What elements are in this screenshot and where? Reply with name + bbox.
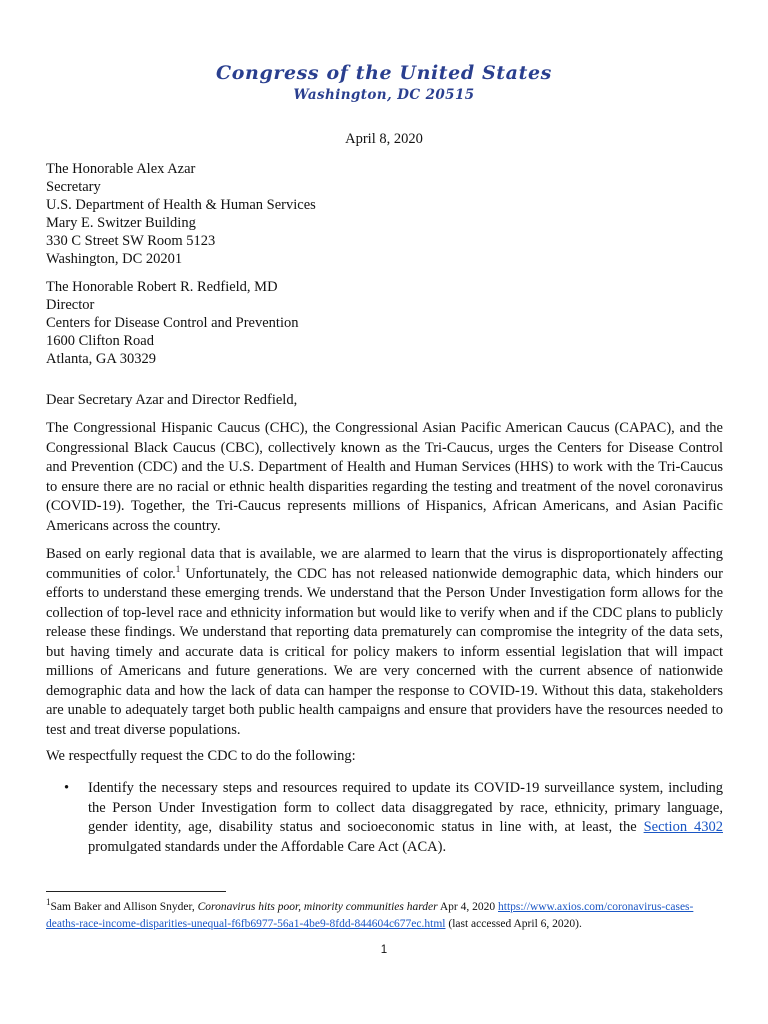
page-number: 1 — [380, 944, 388, 956]
recipient-address-2 — [46, 278, 298, 368]
paragraph-text: Based on early regional data that is available, we are alarmed to learn that the virus is disproportionately affecting communities of color. — [46, 546, 723, 582]
paragraph-request: We respectfully request the CDC to do the following: — [46, 748, 356, 764]
request-text-part: Identify the necessary steps and resources required to update its COVID-19 surveillance system, including the Person Under Investigation form to collect data disaggregated by race, ethnicity, primary language, gender identity, age, disability status and socioeconomic status in line with, at least, the — [88, 780, 723, 835]
address-line: Director — [46, 297, 95, 313]
address-line: The Honorable Robert R. Redfield, MD — [46, 279, 278, 295]
letterhead — [0, 62, 768, 103]
request-text-part: promulgated standards under the Affordable Care Act (ACA). — [88, 838, 447, 855]
address-line: Atlanta, GA 30329 — [46, 351, 156, 367]
footnote-divider — [46, 891, 226, 892]
address-line: 1600 Clifton Road — [46, 333, 154, 349]
paragraph-data-concern — [46, 545, 723, 740]
bullet-icon: • — [64, 780, 70, 796]
request-text — [88, 779, 723, 857]
recipient-address-1 — [46, 160, 316, 268]
salutation: Dear Secretary Azar and Director Redfield, — [46, 392, 298, 408]
address-line: U.S. Department of Health & Human Services — [46, 197, 316, 213]
footnote-article-title: Coronavirus hits poor, minority communities harder — [197, 901, 438, 913]
footnote-authors: Sam Baker and Allison Snyder, — [50, 901, 198, 913]
paragraph-intro: The Congressional Hispanic Caucus (CHC), the Congressional Asian Pacific American Caucus (CAPAC), and the Congressional Black Caucus (CBC), collectively known as the Tri-Caucus, urges the Centers for Disease Control and Prevention (CDC) and the U.S. Department of Health and Human Services (HHS) to work with the Tri-Caucus to ensure there are no racial or ethnic health disparities regarding the testing and treatment of the novel coronavirus (COVID-19). Together, the Tri-Caucus represents millions of Hispanics, African Americans, and Asian Pacific Americans across the country. — [46, 420, 723, 534]
letterhead-subtitle: Washington, DC 20515 — [293, 87, 475, 103]
footnote-date: Apr 4, 2020 — [437, 901, 498, 913]
address-line: 330 C Street SW Room 5123 — [46, 233, 216, 249]
footnote-reference[interactable]: 1 — [175, 563, 181, 574]
address-line: Washington, DC 20201 — [46, 251, 183, 267]
letter-date: April 8, 2020 — [345, 131, 423, 147]
footnote-accessed: (last accessed April 6, 2020). — [445, 918, 582, 930]
address-line: Mary E. Switzer Building — [46, 215, 196, 231]
address-line: Secretary — [46, 179, 101, 195]
footnote-mark: 1 — [46, 897, 51, 908]
request-list-item — [46, 779, 723, 857]
address-line: Centers for Disease Control and Prevention — [46, 315, 299, 331]
section-4302-link[interactable]: Section 4302 — [643, 819, 723, 835]
paragraph-text: Unfortunately, the CDC has not released nationwide demographic data, which hinders our efforts to understand these emerging trends. We understand that the Person Under Investigation form allows for the collection of top-level race and ethnicity information but would like to verify when and if the CDC plans to publicly release these findings. We understand that reporting data prematurely can compromise the integrity of the data sets, but having timely and accurate data is critical for policy makers to inform essential legislation that will impact millions of Americans and future generations. We are very concerned with the current absence of nationwide demographic data and how the lack of data can hamper the response to COVID-19. Without this data, stakeholders are unable to adequately target both public health campaigns and ensure that providers have the resources needed to test and treat diverse populations. — [46, 565, 723, 738]
footnote-url-link[interactable]: https://www.axios.com/coronavirus-cases-deaths-race-income-disparities-unequal-f6fb6977-56a1-4be9-8fdd-844604c677ec.html — [46, 901, 694, 930]
address-line: The Honorable Alex Azar — [46, 161, 196, 177]
footnote — [46, 899, 726, 933]
letterhead-title: Congress of the United States — [216, 62, 552, 84]
